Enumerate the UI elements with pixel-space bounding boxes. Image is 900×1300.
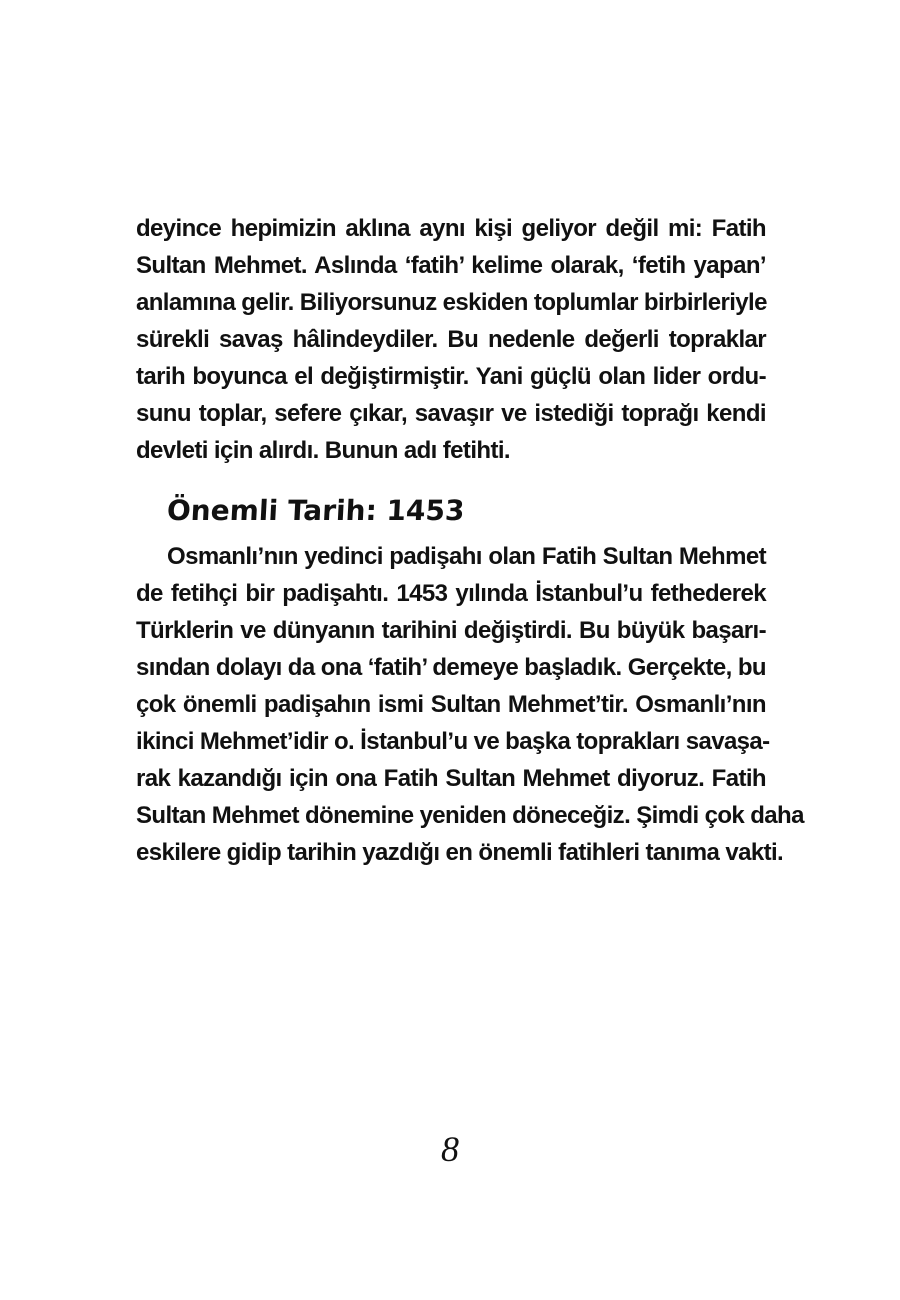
paragraph-line: eskilere gidip tarihin yazdığı en önemli fatihleri tanıma vakti.: [136, 839, 784, 866]
paragraph-intro: [136, 210, 766, 469]
paragraph-line: tarih boyunca el değiştirmiştir. Yani güçlü olan lider ordu-: [136, 363, 766, 390]
paragraph-line: Osmanlı’nın yedinci padişahı olan Fatih Sultan Mehmet: [167, 543, 766, 570]
paragraph-line: sürekli savaş hâlindeydiler. Bu nedenle değerli topraklar: [136, 326, 766, 353]
paragraph-line: devleti için alırdı. Bunun adı fetihti.: [136, 437, 510, 464]
paragraph-line: de fetihçi bir padişahtı. 1453 yılında İstanbul’u fethederek: [136, 580, 766, 607]
paragraph-line: Sultan Mehmet. Aslında ‘fatih’ kelime olarak, ‘fetih yapan’: [136, 252, 766, 279]
section-heading: Önemli Tarih: 1453: [166, 494, 466, 527]
paragraph-important-date: [136, 538, 804, 871]
paragraph-line: ikinci Mehmet’idir o. İstanbul’u ve başka toprakları savaşa-: [136, 728, 770, 755]
paragraph-line: çok önemli padişahın ismi Sultan Mehmet’tir. Osmanlı’nın: [136, 691, 766, 718]
paragraph-line: anlamına gelir. Biliyorsunuz eskiden toplumlar birbirleriyle: [136, 289, 767, 316]
paragraph-line: deyince hepimizin aklına aynı kişi geliyor değil mi: Fatih: [136, 215, 766, 242]
paragraph-line: Sultan Mehmet dönemine yeniden döneceğiz. Şimdi çok daha: [136, 802, 804, 829]
paragraph-line: rak kazandığı için ona Fatih Sultan Mehmet diyoruz. Fatih: [136, 765, 766, 792]
paragraph-line: sunu toplar, sefere çıkar, savaşır ve istediği toprağı kendi: [136, 400, 766, 427]
paragraph-line: sından dolayı da ona ‘fatih’ demeye başladık. Gerçekte, bu: [136, 654, 766, 681]
page-number: 8: [441, 1129, 459, 1169]
paragraph-line: Türklerin ve dünyanın tarihini değiştirdi. Bu büyük başarı-: [136, 617, 766, 644]
